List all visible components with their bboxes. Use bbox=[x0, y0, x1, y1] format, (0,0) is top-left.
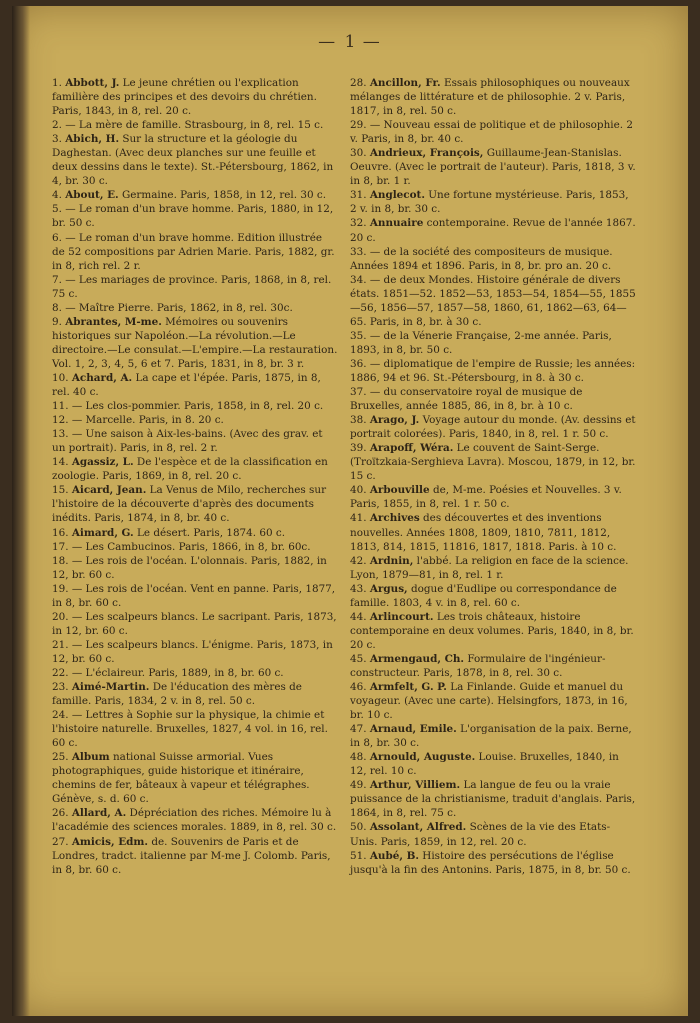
entry-number: 22. bbox=[52, 666, 69, 679]
entry-text: — Le roman d'un brave homme. Edition illustrée de 52 compositions par Adrien Marie. Paris, 1882, gr. in 8, rich rel. 2 r. bbox=[52, 231, 335, 272]
entry-text: — de deux Mondes. Histoire générale de divers états. 1851—52. 1852—53, 1853—54, 1854—55, 1855—56, 1856—57, 1857—58, 1860, 61, 1862—63, 64—65. Paris, in 8, br. à 30 c. bbox=[350, 273, 636, 328]
entry-author: Abbott, J. bbox=[65, 77, 120, 89]
entry-number: 48. bbox=[350, 751, 367, 764]
entry-text: — Les mariages de province. Paris, 1868, in 8, rel. 75 c. bbox=[52, 273, 332, 300]
entry-text: l'abbé. La religion en face de la science. Lyon, 1879—81, in 8, rel. 1 r. bbox=[350, 554, 629, 581]
entry-number: 17. bbox=[52, 540, 69, 553]
entry-number: 32. bbox=[350, 217, 367, 230]
entry-author: Aimé-Martin. bbox=[71, 681, 150, 694]
entry-number: 5. bbox=[52, 203, 62, 216]
entry-text: — Marcelle. Paris, in 8. 20 c. bbox=[71, 414, 224, 427]
entry-number: 2. bbox=[52, 119, 62, 132]
catalogue-entry bbox=[52, 132, 338, 188]
entry-text: Le couvent de Saint-Serge. (Troïtzkaia-Serghieva Lavra). Moscou, 1879, in 12, br. 15 c. bbox=[350, 442, 636, 483]
catalogue-entry bbox=[350, 778, 636, 820]
entry-text: Louise. Bruxelles, 1840, in 12, rel. 10 c. bbox=[350, 751, 619, 778]
entry-text: de. Souvenirs de Paris et de Londres, tradct. italienne par M-me J. Colomb. Paris, in 8, br. 60 c. bbox=[52, 835, 331, 876]
entry-number: 20. bbox=[52, 610, 69, 623]
entry-number: 30. bbox=[350, 147, 367, 160]
entry-text: Scènes de la vie des Etats-Unis. Paris, 1859, in 12, rel. 20 c. bbox=[350, 821, 611, 848]
catalogue-entry bbox=[350, 554, 636, 582]
entry-number: 3. bbox=[52, 133, 62, 146]
entry-text: Sur la structure et la géologie du Daghestan. (Avec deux planches sur une feuille et deux dessins dans le texte). St.-Pétersbourg, 1862, in 4, br. 30 c. bbox=[52, 133, 334, 188]
entry-number: 16. bbox=[52, 526, 69, 539]
catalogue-entry bbox=[52, 118, 338, 132]
entry-text: des découvertes et des inventions nouvelles. Années 1808, 1809, 1810, 7811, 1812, 1813, 814, 1815, 11816, 1817, 1818. Paris. à 10 c. bbox=[350, 512, 617, 553]
entry-number: 28. bbox=[350, 77, 367, 89]
entry-author: Arnould, Auguste. bbox=[369, 751, 476, 764]
entry-text: Histoire des persécutions de l'église jusqu'à la fin des Antonins. Paris, 1875, in 8, br. 50 c. bbox=[350, 849, 631, 876]
catalogue-entry bbox=[350, 216, 636, 244]
catalogue-entry bbox=[52, 231, 338, 273]
entry-text: — La mère de famille. Strasbourg, in 8, rel. 15 c. bbox=[65, 119, 324, 132]
entry-text: De l'éducation des mères de famille. Paris, 1834, 2 v. in 8, rel. 50 c. bbox=[52, 681, 302, 708]
entry-author: Armengaud, Ch. bbox=[369, 652, 465, 665]
catalogue-entry bbox=[350, 511, 636, 553]
entry-author: About, E. bbox=[65, 189, 119, 202]
entry-number: 1. bbox=[52, 77, 62, 89]
catalogue-entry bbox=[350, 582, 636, 610]
entry-author: Abich, H. bbox=[65, 133, 120, 146]
entry-author: Arlincourt. bbox=[369, 610, 434, 623]
entry-number: 19. bbox=[52, 582, 69, 595]
catalogue-entry bbox=[350, 652, 636, 680]
catalogue-entry bbox=[350, 273, 636, 329]
catalogue-entry bbox=[350, 357, 636, 385]
entry-text: La langue de feu ou la vraie puissance de la christianisme, traduit d'anglais. Paris, 1864, in 8, rel. 75 c. bbox=[350, 779, 636, 820]
entry-author: Album bbox=[71, 751, 110, 764]
entry-number: 43. bbox=[350, 582, 367, 595]
entry-text: La cape et l'épée. Paris, 1875, in 8, rel. 40 c. bbox=[52, 371, 321, 399]
entry-text: — de la société des compositeurs de musique. Années 1894 et 1896. Paris, in 8, br. pro an. 20 c. bbox=[350, 245, 613, 272]
entry-text: — de la Vénerie Française, 2-me année. Paris, 1893, in 8, br. 50 c. bbox=[350, 329, 612, 356]
entry-number: 45. bbox=[350, 652, 367, 665]
catalogue-entry bbox=[350, 146, 636, 188]
page-number: 1 bbox=[344, 32, 356, 52]
catalogue-entry bbox=[52, 315, 338, 371]
entry-text: La Finlande. Guide et manuel du voyageur. (Avec une carte). Helsingfors, 1873, in 16, br. 10 c. bbox=[350, 681, 628, 722]
catalogue-entry bbox=[350, 188, 636, 216]
catalogue-entry bbox=[52, 638, 338, 666]
entry-author: Annuaire bbox=[369, 217, 424, 230]
header-dash-left: — bbox=[318, 32, 345, 52]
entry-text: Le désert. Paris, 1874. 60 c. bbox=[137, 526, 286, 539]
entry-author: Arapoff, Wéra. bbox=[369, 442, 454, 455]
entry-author: Armfelt, G. P. bbox=[369, 681, 447, 694]
entry-author: Arthur, Villiem. bbox=[369, 779, 461, 792]
entry-number: 40. bbox=[350, 484, 367, 497]
catalogue-entry bbox=[350, 118, 636, 146]
entry-number: 7. bbox=[52, 273, 62, 286]
entry-author: Archives bbox=[369, 512, 420, 525]
catalogue-entry bbox=[52, 708, 338, 750]
catalogue-entry bbox=[52, 806, 338, 834]
entry-number: 29. bbox=[350, 119, 367, 132]
entry-number: 25. bbox=[52, 751, 69, 764]
entry-author: Ardnin, bbox=[369, 554, 414, 567]
entry-number: 44. bbox=[350, 610, 367, 623]
entry-number: 21. bbox=[52, 638, 69, 651]
entry-text: — Lettres à Sophie sur la physique, la chimie et l'histoire naturelle. Bruxelles, 1827, 4 vol. in 16, rel. 60 c. bbox=[52, 709, 328, 750]
entry-text: Essais philosophiques ou nouveaux mélanges de littérature et de philosophie. 2 v. Paris, 1817, in 8, rel. 50 c. bbox=[350, 77, 630, 118]
entry-number: 51. bbox=[350, 849, 367, 862]
catalogue-entry bbox=[52, 455, 338, 483]
catalogue-entry bbox=[52, 835, 338, 877]
entry-number: 14. bbox=[52, 456, 69, 469]
entry-author: Aubé, B. bbox=[369, 849, 419, 862]
entry-text: L'organisation de la paix. Berne, in 8, br. 30 c. bbox=[350, 723, 632, 750]
entry-text: De l'espèce et de la classification en zoologie. Paris, 1869, in 8, rel. 20 c. bbox=[52, 456, 328, 483]
header-dash-right: — bbox=[355, 32, 382, 52]
entry-text: — Maître Pierre. Paris, 1862, in 8, rel. 30c. bbox=[65, 301, 293, 314]
entry-number: 15. bbox=[52, 484, 69, 497]
catalogue-entry bbox=[52, 301, 338, 315]
entry-text: Voyage autour du monde. (Av. dessins et portrait colorées). Paris, 1840, in 8, rel. 1 r. 50 c. bbox=[350, 414, 636, 441]
catalogue-entry bbox=[52, 399, 338, 413]
catalogue-entry bbox=[350, 849, 636, 877]
catalogue-entry bbox=[52, 750, 338, 806]
entry-text: Guillaume-Jean-Stanislas. Oeuvre. (Avec le portrait de l'auteur). Paris, 1818, 3 v. in 8, br. 1 r. bbox=[350, 147, 636, 188]
entry-text: — L'éclaireur. Paris, 1889, in 8, br. 60 c. bbox=[71, 666, 284, 679]
catalogue-entry bbox=[350, 820, 636, 848]
entry-text: Mémoires ou souvenirs historiques sur Napoléon.—La révolution.—Le directoire.—Le consulat.—L'empire.—La restauration. Vol. 1, 2, 3, 4, 5, 6 et 7. Paris, 1831, in 8, br. 3 r. bbox=[52, 315, 338, 370]
catalogue-entry bbox=[52, 554, 338, 582]
page-header bbox=[12, 32, 688, 52]
catalogue-entry bbox=[350, 483, 636, 511]
entry-author: Arago, J. bbox=[369, 414, 420, 427]
catalogue-entry bbox=[52, 483, 338, 525]
entry-text: Dépréciation des riches. Mémoire lu à l'académie des sciences morales. 1889, in 8, rel. 30 c. bbox=[52, 807, 337, 834]
catalogue-entry bbox=[350, 610, 636, 652]
entry-author: Andrieux, François, bbox=[369, 147, 484, 160]
entry-number: 41. bbox=[350, 512, 367, 525]
entry-number: 31. bbox=[350, 189, 367, 202]
entry-text: — Les rois de l'océan. Vent en panne. Paris, 1877, in 8, br. 60 c. bbox=[52, 582, 336, 609]
entry-number: 35. bbox=[350, 329, 367, 342]
entry-text: — Les scalpeurs blancs. Le sacripant. Paris, 1873, in 12, br. 60 c. bbox=[52, 610, 337, 637]
entry-author: Aicard, Jean. bbox=[71, 484, 147, 497]
entry-number: 9. bbox=[52, 315, 62, 328]
catalogue-entry bbox=[52, 680, 338, 708]
catalogue-entry bbox=[52, 666, 338, 680]
entry-author: Arbouville bbox=[369, 484, 430, 497]
entry-number: 24. bbox=[52, 709, 69, 722]
entry-text: contemporaine. Revue de l'année 1867. 20 c. bbox=[350, 217, 636, 244]
entry-number: 42. bbox=[350, 554, 367, 567]
entry-text: — Une saison à Aix-les-bains. (Avec des grav. et un portrait). Paris, in 8, rel. 2 r. bbox=[52, 428, 323, 455]
entry-text: Germaine. Paris, 1858, in 12, rel. 30 c. bbox=[121, 189, 327, 202]
entry-number: 36. bbox=[350, 357, 367, 370]
entry-text: dogue d'Eudlipe ou correspondance de famille. 1803, 4 v. in 8, rel. 60 c. bbox=[350, 582, 617, 609]
entry-number: 10. bbox=[52, 371, 69, 384]
catalogue-entry bbox=[52, 526, 338, 540]
entry-text: Les trois châteaux, histoire contemporaine en deux volumes. Paris, 1840, in 8, br. 20 c. bbox=[350, 610, 634, 651]
entry-number: 49. bbox=[350, 779, 367, 792]
catalogue-entry bbox=[350, 329, 636, 357]
entry-text: — Les Cambucinos. Paris, 1866, in 8, br. 60c. bbox=[71, 540, 311, 553]
entry-text: national Suisse armorial. Vues photographiques, guide historique et itinéraire, chemins de fer, bâteaux à vapeur et télégraphes. Génève, s. d. 60 c. bbox=[52, 751, 310, 806]
entry-author: Aimard, G. bbox=[71, 526, 134, 539]
catalogue-entry bbox=[52, 610, 338, 638]
entry-number: 38. bbox=[350, 414, 367, 427]
catalogue-entry bbox=[350, 413, 636, 441]
entry-number: 23. bbox=[52, 681, 69, 694]
catalogue-entry bbox=[350, 245, 636, 273]
entry-number: 33. bbox=[350, 245, 367, 258]
catalogue-entry bbox=[350, 680, 636, 722]
entry-author: Achard, A. bbox=[71, 371, 133, 384]
entry-number: 12. bbox=[52, 414, 69, 427]
entry-text: — Les scalpeurs blancs. L'énigme. Paris, 1873, in 12, br. 60 c. bbox=[52, 638, 333, 665]
entry-text: La Venus de Milo, recherches sur l'histoire de la découverte d'après des documents inédits. Paris, 1874, in 8, br. 40 c. bbox=[52, 484, 327, 525]
entry-author: Amicis, Edm. bbox=[71, 835, 149, 848]
entry-number: 39. bbox=[350, 442, 367, 455]
catalogue-entry bbox=[350, 76, 636, 118]
catalogue-entry bbox=[350, 385, 636, 413]
entry-number: 11. bbox=[52, 400, 69, 413]
entry-author: Anglecot. bbox=[369, 189, 425, 202]
entry-number: 37. bbox=[350, 386, 367, 399]
entry-text: de, M-me. Poésies et Nouvelles. 3 v. Paris, 1855, in 8, rel. 1 r. 50 c. bbox=[350, 484, 622, 511]
catalogue-entry bbox=[52, 202, 338, 230]
catalogue-entry bbox=[52, 582, 338, 610]
entry-text: Une fortune mystérieuse. Paris, 1853, 2 v. in 8, br. 30 c. bbox=[350, 189, 629, 216]
entry-number: 18. bbox=[52, 554, 69, 567]
catalogue-entry bbox=[52, 76, 338, 118]
entry-number: 6. bbox=[52, 231, 62, 244]
entry-author: Abrantes, M-me. bbox=[65, 315, 162, 328]
entry-author: Ancillon, Fr. bbox=[369, 77, 441, 89]
entry-text: — diplomatique de l'empire de Russie; les années: 1886, 94 et 96. St.-Pétersbourg, in 8. à 30 c. bbox=[350, 357, 636, 384]
entry-text: Formulaire de l'ingénieur-constructeur. Paris, 1878, in 8, rel. 30 c. bbox=[350, 652, 606, 679]
right-column bbox=[350, 76, 636, 877]
entry-number: 47. bbox=[350, 723, 367, 736]
entry-author: Argus, bbox=[369, 582, 408, 595]
entry-text: — du conservatoire royal de musique de Bruxelles, année 1885, 86, in 8, br. à 10 c. bbox=[350, 386, 583, 413]
entry-author: Agassiz, L. bbox=[71, 456, 134, 469]
entry-number: 26. bbox=[52, 807, 69, 820]
catalogue-page bbox=[12, 6, 688, 1016]
catalogue-entry bbox=[350, 722, 636, 750]
catalogue-entry bbox=[52, 273, 338, 301]
entry-number: 50. bbox=[350, 821, 367, 834]
entry-author: Assolant, Alfred. bbox=[369, 821, 467, 834]
catalogue-entry bbox=[52, 540, 338, 554]
left-column bbox=[52, 76, 338, 877]
catalogue-entry bbox=[52, 413, 338, 427]
entry-text: — Les clos-pommier. Paris, 1858, in 8, rel. 20 c. bbox=[71, 400, 324, 413]
catalogue-entry bbox=[52, 188, 338, 202]
entry-number: 4. bbox=[52, 189, 62, 202]
entry-number: 13. bbox=[52, 428, 69, 441]
catalogue-entry bbox=[350, 750, 636, 778]
entry-author: Allard, A. bbox=[71, 807, 127, 820]
entry-text: — Le roman d'un brave homme. Paris, 1880, in 12, br. 50 c. bbox=[52, 203, 334, 230]
entry-number: 34. bbox=[350, 273, 367, 286]
catalogue-entry bbox=[52, 427, 338, 455]
entry-number: 8. bbox=[52, 301, 62, 314]
book-spine-shadow bbox=[12, 6, 30, 1016]
catalogue-entry bbox=[52, 371, 338, 399]
catalogue-entry bbox=[350, 441, 636, 483]
entry-number: 27. bbox=[52, 835, 69, 848]
entry-text: Le jeune chrétien ou l'explication familière des principes et des devoirs du chrétien. Paris, 1843, in 8, rel. 20 c. bbox=[52, 77, 317, 118]
entry-text: — Nouveau essai de politique et de philosophie. 2 v. Paris, in 8, br. 40 c. bbox=[350, 119, 633, 146]
entry-author: Arnaud, Emile. bbox=[369, 723, 457, 736]
entry-text: — Les rois de l'océan. L'olonnais. Paris, 1882, in 12, br. 60 c. bbox=[52, 554, 327, 581]
entry-number: 46. bbox=[350, 681, 367, 694]
